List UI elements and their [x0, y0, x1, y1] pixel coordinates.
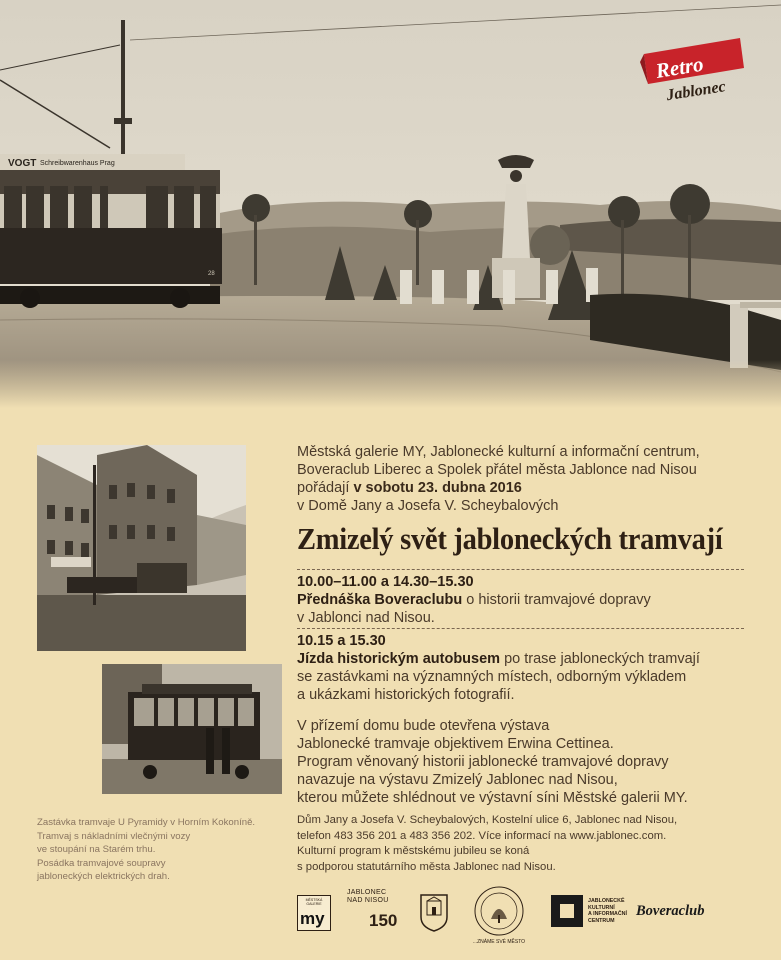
exhibit-line: kterou můžete shlédnout ve výstavní síni Městské galerii MY.: [297, 790, 688, 806]
program-title: Jízda historickým autobusem: [297, 651, 501, 667]
program-item-lecture: [297, 573, 767, 627]
intro-line-2: Boveraclub Liberec a Spolek přátel města Jablonce nad Nisou: [297, 462, 697, 478]
photo-caption: [37, 816, 282, 884]
jkic-text-line: CENTRUM: [588, 917, 615, 924]
jkic-text: [588, 898, 627, 924]
contact-line: Dům Jany a Josefa V. Scheybalových, Kostelní ulice 6, Jablonec nad Nisou,: [297, 814, 678, 826]
city-crest-icon: [419, 891, 449, 933]
galerie-my-text: my: [300, 909, 325, 928]
event-date: v sobotu 23. dubna 2016: [353, 480, 522, 496]
contact-line: s podporou statutárního města Jablonec nad Nisou.: [297, 860, 556, 873]
caption-line: Tramvaj s nákladními vlečnými vozy: [37, 830, 191, 842]
badge-retro-text: Retro: [654, 51, 706, 83]
program-desc: po trase jabloneckých tramvají: [500, 651, 700, 667]
exhibit-line: Program věnovaný historii jablonecké tramvajové dopravy: [297, 754, 669, 770]
galerie-my-small-text: MĚSTSKÁ GALERIE: [305, 898, 323, 906]
caption-line: Posádka tramvajové soupravy: [37, 857, 166, 869]
event-headline: Zmizelý svět jabloneckých tramvají: [297, 521, 723, 556]
jkic-text-line: A INFORMAČNÍ: [588, 911, 627, 917]
intro-line-4: v Domě Jany a Josefa V. Scheybalových: [297, 498, 559, 514]
tram-crew-photo: [102, 664, 282, 794]
intro-text: [297, 443, 757, 515]
tram-number: 28: [208, 271, 215, 277]
jablonec-150-number: 150: [369, 911, 398, 930]
program-time: 10.00–11.00 a 14.30–15.30: [297, 574, 474, 590]
badge-jablonec-text: Jablonec: [665, 78, 727, 102]
caption-line: ve stoupání na Starém trhu.: [37, 844, 156, 855]
spolek-motto: ...ZNÁME SVÉ MĚSTO: [472, 939, 526, 945]
program-line-2: se zastávkami na významných místech, odborným výkladem: [297, 669, 687, 685]
intro-line-3-prefix: pořádají: [297, 480, 354, 496]
program-line: [297, 591, 767, 609]
tram-sign: VOGT: [8, 158, 37, 169]
exhibition-text: [297, 717, 767, 807]
exhibit-line: V přízemí domu bude otevřena výstava: [297, 718, 550, 734]
tram-sign-2: Schreibwarenhaus Prag: [40, 160, 115, 167]
program-line-2: v Jablonci nad Nisou.: [297, 610, 435, 626]
program-item-bus: [297, 632, 767, 704]
divider: [297, 628, 744, 629]
jkic-text-line: JABLONECKÉ: [588, 898, 625, 904]
exhibit-line: navazuje na výstavu Zmizelý Jablonec nad Nisou,: [297, 772, 618, 788]
caption-line: jabloneckých elektrických drah.: [37, 871, 170, 882]
contact-info: [297, 813, 767, 875]
program-desc: o historii tramvajové dopravy: [462, 592, 651, 608]
street-tram-photo: [37, 445, 246, 651]
program-title: Přednáška Boveraclubu: [297, 592, 463, 608]
jkic-square-icon: [551, 895, 583, 927]
spolek-pratel-logo: [469, 885, 529, 945]
partner-logos: [293, 885, 753, 945]
exhibit-line: Jablonecké tramvaje objektivem Erwina Cettinea.: [297, 736, 614, 752]
caption-line: Zastávka tramvaje U Pyramidy v Horním Kokoníně.: [37, 817, 256, 828]
boveraclub-logo: Boveraclub: [636, 903, 705, 919]
contact-line: telefon 483 356 201 a 483 356 202. Více informací na www.jablonec.com.: [297, 829, 667, 842]
contact-line: Kulturní program k městskému jubileu se koná: [297, 845, 530, 857]
galerie-my-logo: [297, 895, 331, 931]
jablonec-150-logo: [347, 889, 403, 939]
jkic-text-line: KULTURNÍ: [588, 904, 615, 911]
divider: [297, 569, 744, 570]
program-time: 10.15 a 15.30: [297, 633, 386, 649]
jablonec-150-text: JABLONEC NAD NISOU: [347, 889, 389, 904]
program-line-3: a ukázkami historických fotografií.: [297, 687, 515, 703]
intro-line-1: Městská galerie MY, Jablonecké kulturní a informační centrum,: [297, 444, 700, 460]
program-line: [297, 650, 767, 668]
retro-jablonec-logo: [640, 32, 748, 102]
intro-line-3: [297, 479, 757, 497]
